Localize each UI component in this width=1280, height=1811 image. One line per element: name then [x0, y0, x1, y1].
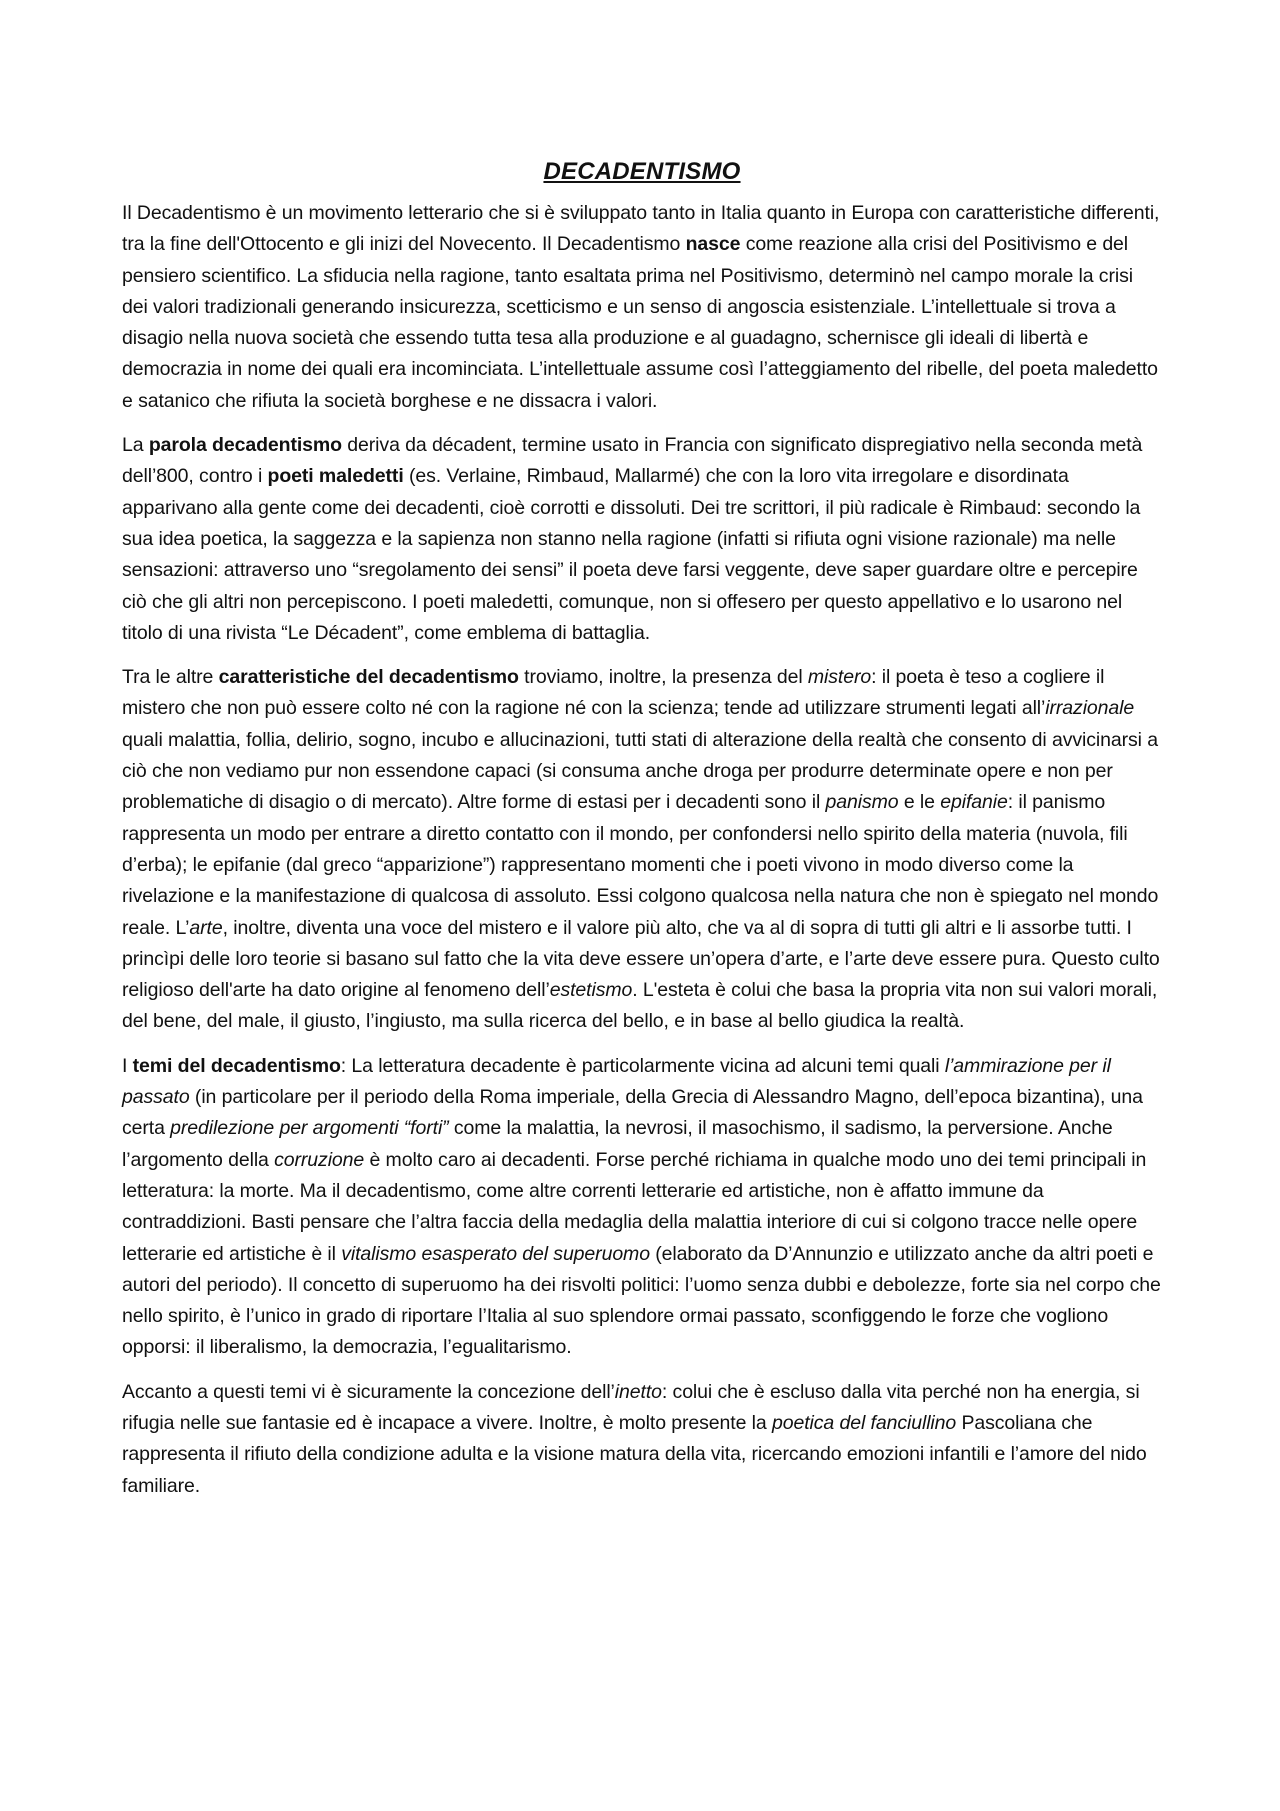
italic-text: estetismo	[549, 979, 633, 1002]
paragraph	[122, 1377, 1162, 1502]
italic-text: vitalismo esasperato del superuomo	[341, 1242, 650, 1265]
paragraph	[122, 198, 1162, 417]
bold-text: nasce	[685, 233, 741, 256]
text-run: come reazione alla crisi del Positivismo e del pensiero scientifico. La sfiducia nella ragione, tanto esaltata prima nel Positivismo, determinò nel campo morale la crisi dei valori tradizionali generando insicurezza, scetticismo e un senso di angoscia esistenziale. L’intellettuale si trova a disagio nella nuova società che essendo tutta tesa alla produzione e al guadagno, schernisce gli ideali di libertà e democrazia in nome dei quali era incominciata. L’intellettuale assume così l’atteggiamento del ribelle, del poeta maledetto e satanico che rifiuta la società borghese e ne dissacra i valori.	[122, 233, 1158, 412]
italic-text: l’ammirazione per il passato	[122, 1054, 1111, 1109]
text-run: La	[122, 434, 149, 457]
text-run: I	[122, 1054, 133, 1077]
document-body	[122, 198, 1162, 1502]
text-run: (in particolare per il periodo della Roma imperiale, della Grecia di Alessandro Magno, dell’epoca bizantina), una certa	[122, 1086, 1143, 1140]
text-run: troviamo, inoltre, la presenza del	[518, 666, 808, 689]
italic-text: panismo	[825, 791, 899, 814]
text-run: (es. Verlaine, Rimbaud, Mallarmé) che con la loro vita irregolare e disordinata apparivano alla gente come dei decadenti, cioè corrotti e dissoluti. Dei tre scrittori, il più radicale è Rimbaud: secondo la sua idea poetica, la saggezza e la sapienza non stanno nella ragione (infatti si rifiuta ogni visione razionale) ma nelle sensazioni: attraverso uno “sregolamento dei sensi” il poeta deve farsi veggente, deve saper guardare oltre e percepire ciò che gli altri non percepiscono. I poeti maledetti, comunque, non si offesero per questo appellativo e lo usarono nel titolo di una rivista “Le Décadent”, come emblema di battaglia.	[122, 465, 1141, 644]
paragraph	[122, 1051, 1162, 1364]
bold-text: caratteristiche del decadentismo	[218, 666, 519, 689]
text-run: Tra le altre	[122, 666, 219, 689]
text-run: : La letteratura decadente è particolarmente vicina ad alcuni temi quali	[340, 1054, 945, 1077]
text-run: quali malattia, follia, delirio, sogno, incubo e allucinazioni, tutti stati di alterazione della realtà che consento di avvicinarsi a ciò che non vediamo pur non essendone capaci (si consuma anche droga per produrre determinate opere e non per problematiche di disagio o di mercato). Altre forme di estasi per i decadenti sono il	[122, 728, 1158, 814]
text-run: Il Decadentismo è un movimento letterario che si è sviluppato tanto in Italia quanto in Europa con caratteristiche differenti, tra la fine dell'Ottocento e gli inizi del Novecento. Il Decadentismo	[122, 202, 1160, 256]
italic-text: arte	[189, 916, 223, 939]
italic-text: inetto	[614, 1380, 662, 1403]
text-run: : il poeta è teso a cogliere il mistero che non può essere colto né con la ragione né con la scienza; tende ad utilizzare strumenti legati all’	[122, 666, 1105, 720]
text-run: (elaborato da D’Annunzio e utilizzato anche da altri poeti e autori del periodo). Il concetto di superuomo ha dei risvolti politici: l’uomo senza dubbi e debolezze, forte sia nel corpo che nello spirito, è l’unico in grado di riportare l’Italia al suo splendore ormai passato, sconfiggendo le forze che vogliono opporsi: il liberalismo, la democrazia, l’egualitarismo.	[122, 1242, 1161, 1359]
bold-text: temi del decadentismo	[132, 1054, 341, 1077]
text-run: , inoltre, diventa una voce del mistero e il valore più alto, che va al di sopra di tutti gli altri e li assorbe tutti. I princìpi delle loro teorie si basano sul fatto che la vita deve essere un’opera d’arte, e l’arte deve essere pura. Questo culto religioso dell'arte ha dato origine al fenomeno dell’	[122, 916, 1160, 1002]
document-title: DECADENTISMO	[543, 158, 741, 185]
text-run: Accanto a questi temi vi è sicuramente la concezione dell’	[122, 1380, 615, 1403]
text-run: Pascoliana che rappresenta il rifiuto della condizione adulta e la visione matura della vita, ricercando emozioni infantili e l’amore del nido familiare.	[122, 1411, 1147, 1497]
italic-text: corruzione	[274, 1148, 365, 1171]
text-run: : colui che è escluso dalla vita perché non ha energia, si rifugia nelle sue fantasie ed è incapace a vivere. Inoltre, è molto presente la	[122, 1380, 1140, 1434]
text-run: . L'esteta è colui che basa la propria vita non sui valori morali, del bene, del male, il giusto, l’ingiusto, ma sulla ricerca del bello, e in base al bello giudica la realtà.	[122, 979, 1158, 1033]
italic-text: epifanie	[940, 791, 1008, 814]
text-run: e le	[898, 791, 941, 814]
text-run: : il panismo rappresenta un modo per entrare a diretto contatto con il mondo, per confondersi nello spirito della materia (nuvola, fili d’erba); le epifanie (dal greco “apparizione”) rappresentano momenti che i poeti vivono in modo diverso come la rivelazione e la manifestazione di qualcosa di assoluto. Essi colgono qualcosa nella natura che non è spiegato nel mondo reale. L’	[122, 791, 1159, 939]
italic-text: predilezione per argomenti “forti”	[170, 1117, 449, 1140]
bold-text: poeti maledetti	[267, 465, 404, 488]
paragraph	[122, 430, 1162, 649]
paragraph	[122, 662, 1162, 1038]
italic-text: mistero	[807, 666, 872, 689]
italic-text: poetica del fanciullino	[771, 1411, 957, 1434]
text-run: deriva da décadent, termine usato in Francia con significato dispregiativo nella seconda metà dell’800, contro i	[122, 434, 1143, 488]
text-run: è molto caro ai decadenti. Forse perché richiama in qualche modo uno dei temi principali in letteratura: la morte. Ma il decadentismo, come altre correnti letterarie ed artistiche, non è affatto immune da contraddizioni. Basti pensare che l’altra faccia della medaglia della malattia interiore di cui si colgono tracce nelle opere letterarie ed artistiche è il	[122, 1148, 1147, 1265]
bold-text: parola decadentismo	[148, 434, 342, 457]
text-run: come la malattia, la nevrosi, il masochismo, il sadismo, la perversione. Anche l’argomento della	[122, 1117, 1113, 1171]
italic-text: irrazionale	[1045, 697, 1135, 720]
document-page	[122, 156, 1162, 1515]
